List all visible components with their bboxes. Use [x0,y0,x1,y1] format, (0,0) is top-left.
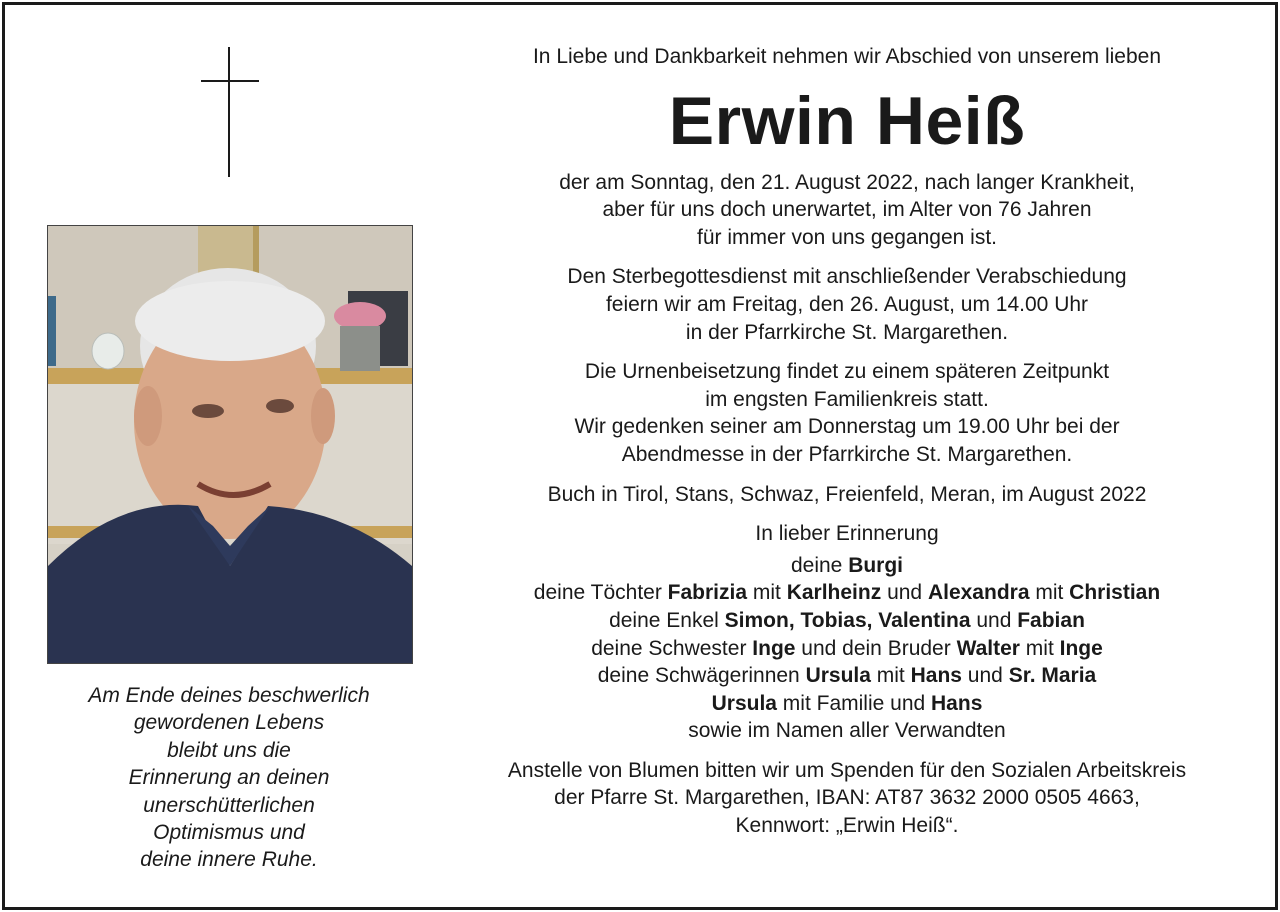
mourner-line [457,690,1237,718]
burial-info [457,358,1237,468]
mourner-line [457,662,1237,690]
mourner-name: Christian [1069,581,1161,605]
poem-line: Erinnerung an deinen [128,766,330,790]
mourner-text: sowie im Namen aller Verwandten [688,719,1006,743]
remembrance-heading: In lieber Erinnerung [755,522,939,546]
mourner-name: Hans [910,664,962,688]
mourners-list [457,552,1237,745]
mourner-name: Hans [931,691,983,715]
burial-line: Die Urnenbeisetzung findet zu einem späteren Zeitpunkt [584,360,1110,384]
mourner-text: mit [747,581,787,605]
poem-line: gewordenen Lebens [133,711,325,735]
service-line: feiern wir am Freitag, den 26. August, um 14.00 Uhr [605,292,1089,316]
burial-line: Abendmesse in der Pfarrkirche St. Margarethen. [621,442,1073,466]
mourner-text: und dein Bruder [795,636,957,660]
intro-line: In Liebe und Dankbarkeit nehmen wir Abschied von unserem lieben [532,45,1162,68]
mourner-text: deine Enkel [609,608,725,632]
latin-cross-icon [201,47,259,177]
poem-line: unerschütterlichen [143,793,315,817]
death-notice-line: aber für uns doch unerwartet, im Alter von 76 Jahren [602,198,1092,222]
mourner-text: mit [1029,581,1070,605]
mourner-name: Fabrizia [667,581,748,605]
poem-line: bleibt uns die [167,738,291,762]
portrait-photo [47,225,413,664]
mourner-name: Walter [956,636,1020,660]
death-notice-line: für immer von uns gegangen ist. [697,225,997,249]
donation-line: Anstelle von Blumen bitten wir um Spenden für den Sozialen Arbeitskreis [507,758,1187,782]
mourner-name: Simon, Tobias, Valentina [724,608,971,632]
mourner-text: und [961,664,1009,688]
mourner-text: mit [1019,636,1060,660]
mourner-line [457,607,1237,635]
mourner-line [457,635,1237,663]
mourner-text: und [881,581,928,605]
death-notice-line: der am Sonntag, den 21. August 2022, nach langer Krankheit, [559,170,1135,194]
service-info [457,263,1237,346]
mourner-line [457,552,1237,580]
notice-text [457,43,1237,840]
mourner-text: deine Töchter [533,581,668,605]
mourner-line [457,717,1237,745]
places-date: Buch in Tirol, Stans, Schwaz, Freienfeld, Meran, im August 2022 [547,482,1147,506]
mourner-text: und [970,608,1018,632]
mourner-text: deine [790,553,849,577]
poem-line: Am Ende deines beschwerlich [88,684,370,707]
mourner-name: Ursula [711,691,777,715]
burial-line: im engsten Familienkreis statt. [705,387,989,411]
donation-line: Kennwort: „Erwin Heiß“. [735,814,959,838]
poem-line: deine innere Ruhe. [140,848,318,872]
service-line: in der Pfarrkirche St. Margarethen. [685,320,1009,344]
donation-line: der Pfarre St. Margarethen, IBAN: AT87 3632 2000 0505 4663, [554,786,1140,810]
mourner-text: mit Familie und [776,691,932,715]
mourner-text: deine Schwester [591,636,753,660]
donation-info [457,757,1237,840]
mourner-name: Fabian [1017,608,1085,632]
service-line: Den Sterbegottesdienst mit anschließender Verabschiedung [567,265,1127,289]
mourner-name: Alexandra [927,581,1030,605]
mourner-name: Sr. Maria [1008,664,1097,688]
deceased-name: Erwin Heiß [668,82,1026,159]
memorial-poem [47,682,411,874]
mourner-text: deine Schwägerinnen [597,664,806,688]
mourner-name: Inge [752,636,796,660]
mourner-line [457,579,1237,607]
death-notice [457,169,1237,252]
mourner-name: Ursula [805,664,871,688]
mourner-text: mit [870,664,911,688]
obituary-card [2,2,1278,910]
mourner-name: Burgi [848,553,904,577]
poem-line: Optimismus und [153,821,305,845]
burial-line: Wir gedenken seiner am Donnerstag um 19.00 Uhr bei der [574,415,1120,439]
mourner-name: Inge [1059,636,1103,660]
mourner-name: Karlheinz [786,581,882,605]
